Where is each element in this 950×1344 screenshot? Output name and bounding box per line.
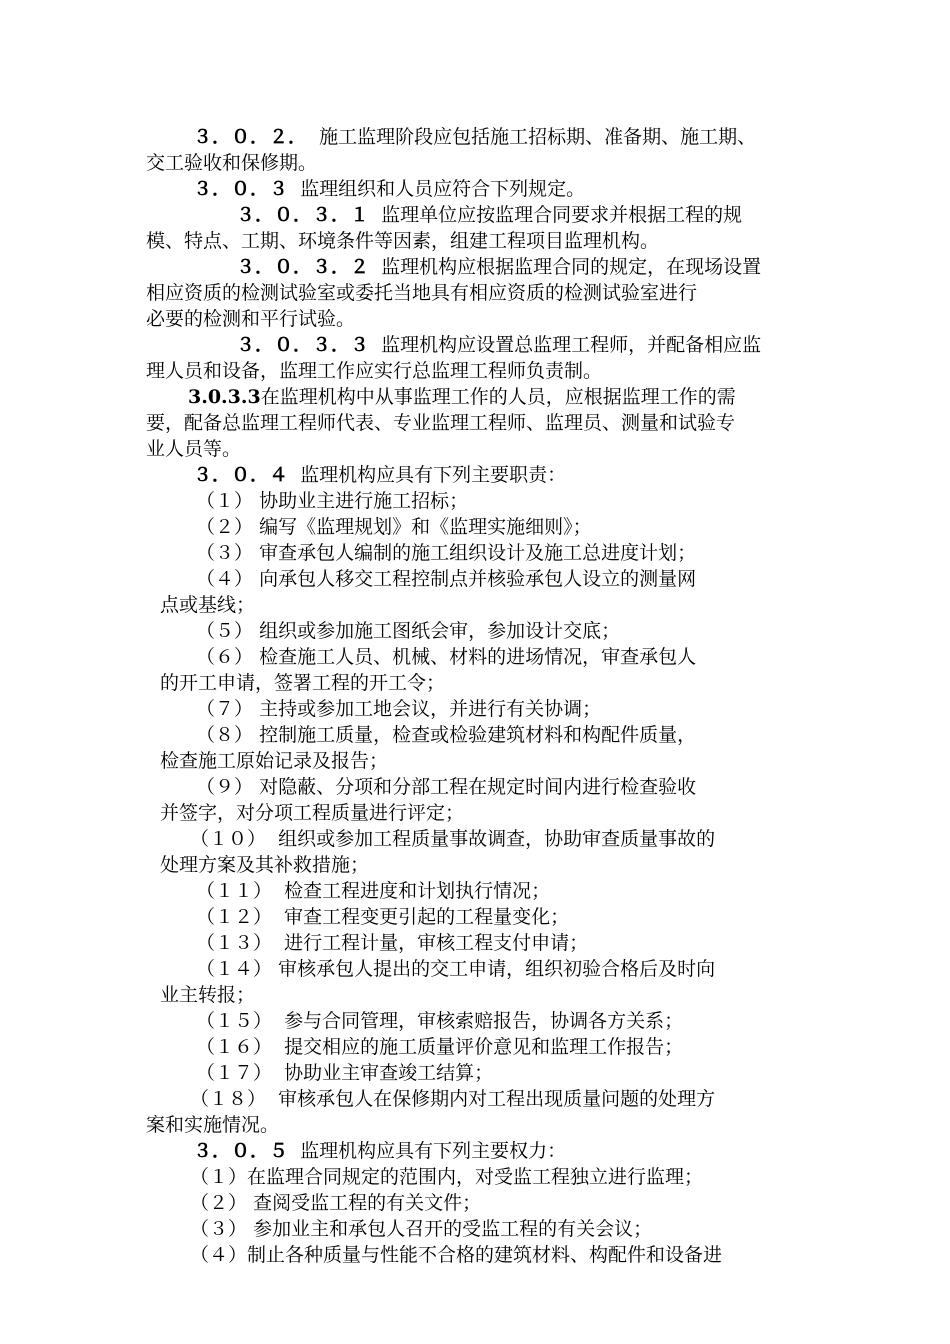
item-label: （５） [196,620,254,642]
list-item [196,566,696,592]
item-label: （１３） [196,932,273,954]
clause-number: ３．０．３．２ [236,256,370,278]
list-item [196,1060,493,1086]
item-text: 编写《监理规划》和《监理实施细则》； [259,516,592,538]
list-item [190,1190,481,1216]
item-label: （１６） [196,1036,273,1058]
item-text: 在监理合同规定的范围内，对受监工程独立进行监理； [247,1166,704,1188]
item-text: 组织或参加施工图纸会审，参加设计交底； [259,620,621,642]
clause-number: ３．０．３．１ [236,204,370,226]
list-item [196,514,592,540]
item-text: 主持或参加工地会议，并进行有关协调； [259,698,602,720]
item-text: 检查工程进度和计划执行情况； [284,880,551,902]
clause-3-0-3-3-b-continuation: 业人员等。 [146,438,242,460]
clause-3-0-3-2-continuation: 相应资质的检测试验室或委托当地具有相应资质的检测试验室进行 [146,282,698,304]
clause-3-0-3-1 [236,202,742,228]
clause-text: 监理机构应根据监理合同的规定，在现场设置 [381,256,762,278]
clause-number: 3.0.3.3 [188,386,261,408]
item-label: （２） [196,516,254,538]
clause-text: 监理机构应具有下列主要职责： [300,464,567,486]
item-label: （４） [196,568,254,590]
list-item [196,774,696,800]
clause-3-0-3 [193,176,585,202]
item-text: 审核承包人在保修期内对工程出现质量问题的处理方 [278,1088,716,1110]
clause-text: 监理单位应按监理合同要求并根据工程的规 [381,204,743,226]
clause-text: 监理机构应设置总监理工程师，并配备相应监 [381,334,762,356]
clause-3-0-2-continuation: 交工验收和保修期。 [146,152,318,174]
item-text: 向承包人移交工程控制点并核验承包人设立的测量网 [259,568,697,590]
list-item [196,644,696,670]
clause-text: 施工监理阶段应包括施工招标期、准备期、施工期、 [319,126,757,148]
list-item [196,930,588,956]
item-text: 对隐蔽、分项和分部工程在规定时间内进行检查验收 [259,776,697,798]
item-text: 审查承包人编制的施工组织设计及施工总进度计划； [259,542,697,564]
list-item [190,1086,715,1112]
clause-text: 监理机构应具有下列主要权力： [300,1140,567,1162]
item-label: （１） [196,490,254,512]
clause-3-0-3-2 [236,254,761,280]
item-text: 检查施工人员、机械、材料的进场情况，审查承包人 [259,646,697,668]
item-text: 查阅受监工程的有关文件； [253,1192,482,1214]
item-text: 制止各种质量与性能不合格的建筑材料、构配件和设备进 [247,1244,723,1266]
item-label: （４） [190,1244,248,1266]
item-text: 进行工程计量，审核工程支付申请； [284,932,589,954]
item-label: （１４） [196,958,273,980]
clause-number: ３．０．４ [193,464,289,486]
list-item-continuation: 并签字，对分项工程质量进行评定； [160,802,465,824]
item-label: （１１） [196,880,273,902]
item-label: （１５） [196,1010,273,1032]
clause-3-0-3-3 [236,332,761,358]
clause-number: ３．０．５ [193,1140,289,1162]
list-item [190,1164,703,1190]
item-text: 参与合同管理，审核索赔报告，协调各方关系； [284,1010,684,1032]
list-item [196,722,696,748]
list-item [196,878,550,904]
item-text: 组织或参加工程质量事故调查，协助审查质量事故的 [278,828,716,850]
item-label: （８） [196,724,254,746]
clause-3-0-4 [193,462,566,488]
item-label: （１８） [190,1088,267,1110]
item-text: 提交相应的施工质量评价意见和监理工作报告； [284,1036,684,1058]
item-label: （１） [190,1166,248,1188]
list-item [196,1008,683,1034]
item-text: 审查工程变更引起的工程量变化； [284,906,570,928]
item-label: （１７） [196,1062,273,1084]
clause-3-0-3-3-continuation: 理人员和设备，监理工作应实行总监理工程师负责制。 [146,360,603,382]
item-text: 控制施工质量，检查或检验建筑材料和构配件质量， [259,724,697,746]
clause-number: ３．０．２． [193,126,308,148]
list-item-continuation: 检查施工原始记录及报告； [160,750,389,772]
list-item-continuation: 案和实施情况。 [146,1114,280,1136]
item-label: （２） [190,1192,248,1214]
list-item [196,540,696,566]
clause-3-0-5 [193,1138,566,1164]
list-item-continuation: 处理方案及其补救措施； [160,854,370,876]
list-item [190,1216,652,1242]
item-text: 参加业主和承包人召开的受监工程的有关会议； [253,1218,653,1240]
item-label: （７） [196,698,254,720]
clause-3-0-3-2-continuation: 必要的检测和平行试验。 [146,308,356,330]
item-label: （３） [196,542,254,564]
item-text: 协助业主审查竣工结算； [284,1062,494,1084]
clause-number: ３．０．３ [193,178,289,200]
item-text: 协助业主进行施工招标； [259,490,469,512]
clause-3-0-3-3-b [188,384,736,410]
item-label: （３） [190,1218,248,1240]
item-label: （６） [196,646,254,668]
item-label: （１２） [196,906,273,928]
list-item [196,696,601,722]
clause-text: 在监理机构中从事监理工作的人员，应根据监理工作的需 [260,386,736,408]
list-item [196,618,620,644]
list-item-continuation: 的开工申请，签署工程的开工令； [160,672,446,694]
list-item-continuation: 业主转报； [160,984,256,1006]
list-item [190,1242,722,1268]
list-item [190,826,715,852]
clause-3-0-3-1-continuation: 模、特点、工期、环境条件等因素，组建工程项目监理机构。 [146,230,660,252]
item-label: （９） [196,776,254,798]
clause-number: ３．０．３．３ [236,334,370,356]
clause-3-0-2 [193,124,756,150]
list-item [196,1034,683,1060]
list-item [196,488,468,514]
list-item [196,904,569,930]
item-text: 审核承包人提出的交工申请，组织初验合格后及时向 [278,958,716,980]
clause-3-0-3-3-b-continuation: 要，配备总监理工程师代表、专业监理工程师、监理员、测量和试验专 [146,412,736,434]
list-item-continuation: 点或基线； [160,594,256,616]
clause-text: 监理组织和人员应符合下列规定。 [300,178,586,200]
list-item [196,956,715,982]
item-label: （１０） [190,828,267,850]
